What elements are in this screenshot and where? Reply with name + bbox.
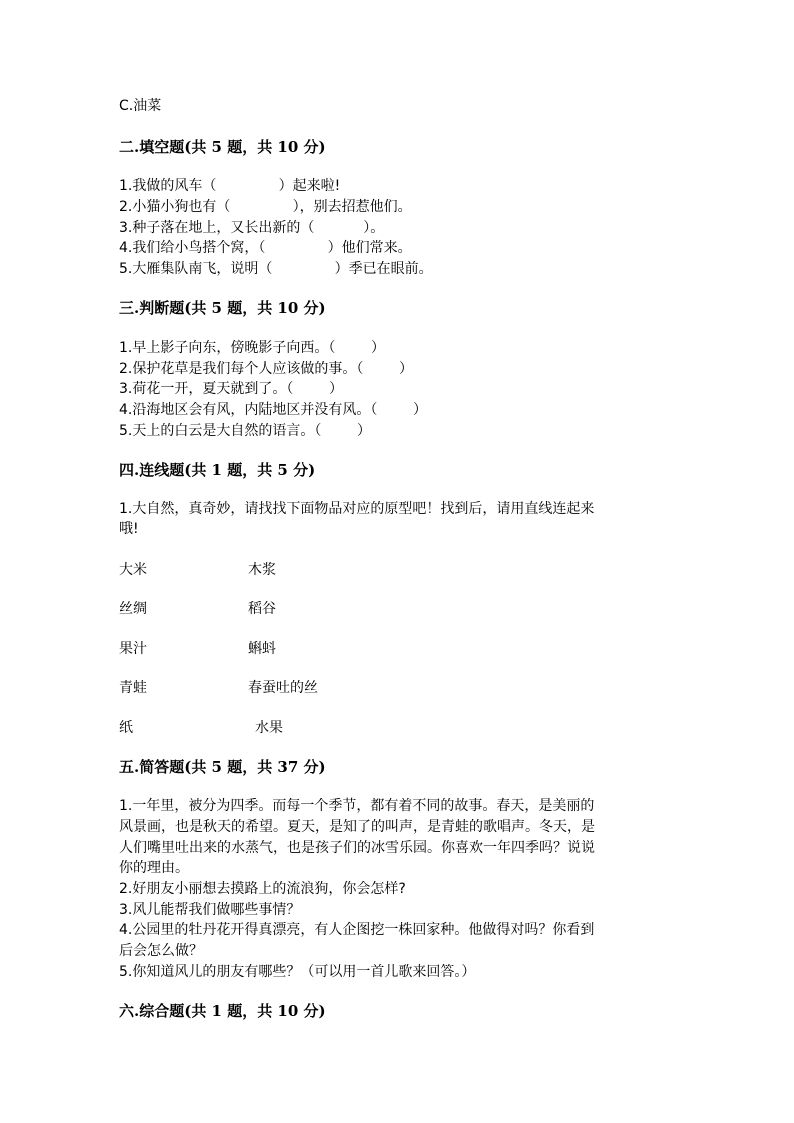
match-prompt-line1: 1.大自然，真奇妙，请找找下面物品对应的原型吧！找到后，请用直线连起来 (119, 501, 595, 517)
section2-heading: 二.填空题(共 5 题，共 10 分) (119, 138, 326, 156)
match-right-5: 水果 (255, 720, 283, 736)
section5-heading: 五.简答题(共 5 题，共 37 分) (119, 758, 326, 776)
section4-heading: 四.连线题(共 1 题，共 5 分) (119, 461, 316, 479)
match-prompt-line2: 哦! (119, 521, 139, 537)
match-right-2: 稻谷 (248, 601, 276, 617)
judge-item-3: 3.荷花一开，夏天就到了。（ ） (119, 381, 343, 397)
answer-line-2: 风景画，也是秋天的希望。夏天，是知了的叫声，是青蛙的歌唱声。冬天，是 (119, 819, 595, 835)
answer-line-1: 1.一年里，被分为四季。而每一个季节，都有着不同的故事。春天，是美丽的 (119, 798, 595, 814)
section6-heading: 六.综合题(共 1 题，共 10 分) (119, 1002, 326, 1020)
judge-item-1: 1.早上影子向东，傍晚影子向西。（ ） (119, 340, 385, 356)
match-right-3: 蝌蚪 (248, 641, 276, 657)
option-c: C.油菜 (119, 98, 162, 114)
match-left-1: 大米 (119, 562, 147, 578)
section3-heading: 三.判断题(共 5 题，共 10 分) (119, 299, 326, 317)
fill-item-4: 4.我们给小鸟搭个窝，（ ）他们常来。 (119, 240, 412, 256)
answer-line-5: 2.好朋友小丽想去摸路上的流浪狗，你会怎样? (119, 881, 406, 897)
answer-line-8: 后会怎么做？ (119, 943, 203, 959)
fill-item-2: 2.小猫小狗也有（ ），别去招惹他们。 (119, 199, 412, 215)
answer-line-6: 3.风儿能帮我们做哪些事情？ (119, 902, 301, 918)
judge-item-2: 2.保护花草是我们每个人应该做的事。（ ） (119, 361, 413, 377)
answer-line-9: 5.你知道风儿的朋友有哪些？（可以用一首儿歌来回答。） (119, 964, 476, 980)
match-left-3: 果汁 (119, 641, 147, 657)
match-right-1: 木浆 (248, 562, 276, 578)
match-left-5: 纸 (119, 720, 133, 736)
match-left-2: 丝绸 (119, 601, 147, 617)
match-right-4: 春蚕吐的丝 (248, 680, 318, 696)
fill-item-3: 3.种子落在地上，又长出新的（ ）。 (119, 220, 385, 236)
fill-item-5: 5.大雁集队南飞，说明（ ）季已在眼前。 (119, 261, 433, 277)
fill-item-1: 1.我做的风车（ ）起来啦! (119, 178, 341, 194)
judge-item-4: 4.沿海地区会有风，内陆地区并没有风。（ ） (119, 402, 427, 418)
answer-line-7: 4.公园里的牡丹花开得真漂亮，有人企图挖一株回家种。他做得对吗？你看到 (119, 922, 595, 938)
judge-item-5: 5.天上的白云是大自然的语言。（ ） (119, 423, 371, 439)
match-left-4: 青蛙 (119, 680, 147, 696)
answer-line-4: 你的理由。 (119, 860, 189, 876)
answer-line-3: 人们嘴里吐出来的水蒸气，也是孩子们的冰雪乐园。你喜欢一年四季吗？说说 (119, 840, 595, 856)
